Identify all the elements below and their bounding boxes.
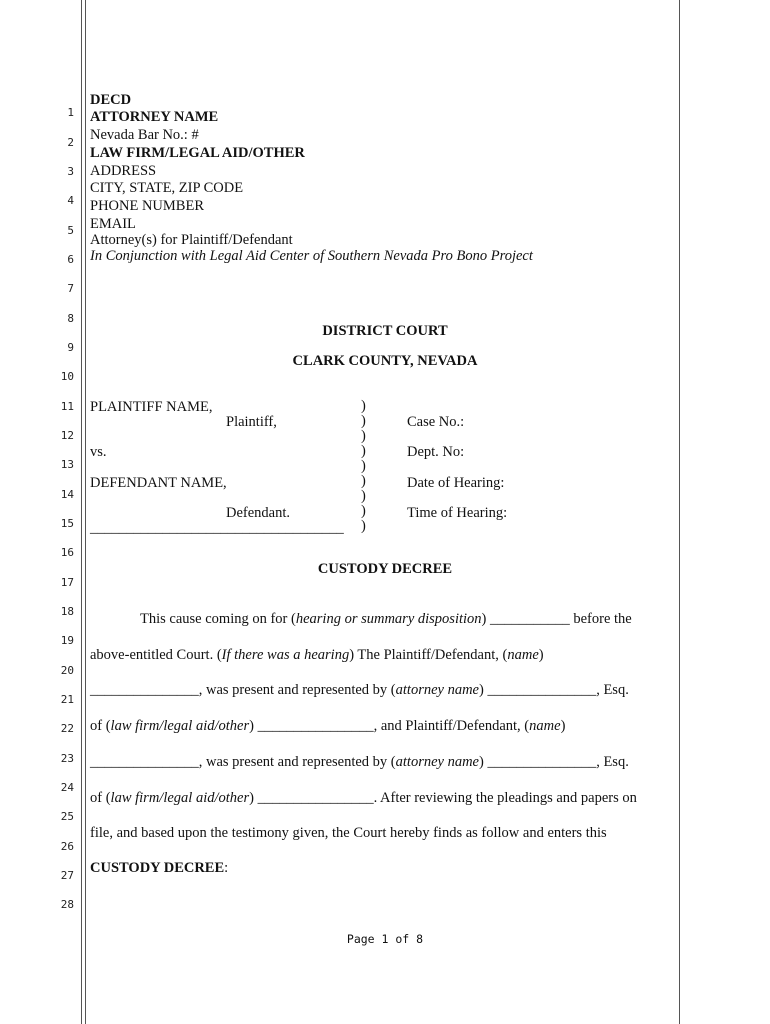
phone-number: PHONE NUMBER (90, 198, 204, 214)
caption-bracket: ) (361, 488, 366, 504)
court-county: CLARK COUNTY, NEVADA (292, 353, 478, 369)
line-number: 19 (60, 634, 74, 647)
line-number: 26 (60, 840, 74, 853)
caption-bracket: ) (361, 518, 366, 534)
line-number: 1 (67, 106, 74, 119)
dept-number-label: Dept. No: (407, 444, 465, 460)
defendant-label: Defendant. (226, 505, 291, 521)
body-line-3: _______________, was present and represented by (attorney name) _______________, Esq. (90, 682, 629, 698)
body-line-4: of (law firm/legal aid/other) ________________, and Plaintiff/Defendant, (name) (90, 718, 566, 734)
line-number: 7 (67, 282, 74, 295)
line-number: 27 (60, 869, 74, 882)
attorney-name: ATTORNEY NAME (90, 109, 219, 125)
line-number: 5 (67, 224, 74, 237)
line-number: 15 (60, 517, 74, 530)
caption-bracket: ) (361, 458, 366, 474)
line-number: 22 (60, 722, 74, 735)
caption-underline: ___________________________________ (90, 520, 344, 536)
line-number: 28 (60, 898, 74, 911)
city-state-zip: CITY, STATE, ZIP CODE (90, 180, 244, 196)
line-number: 17 (60, 576, 74, 589)
caption-bracket: ) (361, 443, 366, 459)
pro-bono-note: In Conjunction with Legal Aid Center of Southern Nevada Pro Bono Project (90, 248, 533, 264)
line-number: 25 (60, 810, 74, 823)
caption-bracket: ) (361, 503, 366, 519)
line-number: 9 (67, 341, 74, 354)
caption-bracket: ) (361, 413, 366, 429)
law-firm: LAW FIRM/LEGAL AID/OTHER (90, 145, 305, 161)
caption-bracket: ) (361, 398, 366, 414)
body-line-5: _______________, was present and represented by (attorney name) _______________, Esq. (90, 754, 629, 770)
line-number: 23 (60, 752, 74, 765)
case-number-label: Case No.: (407, 414, 465, 430)
document-title: CUSTODY DECREE (317, 561, 453, 577)
line-number: 18 (60, 605, 74, 618)
left-margin-rule-outer (81, 0, 82, 1024)
doc-code: DECD (90, 92, 132, 108)
court-name: DISTRICT COURT (322, 323, 448, 339)
email: EMAIL (90, 216, 136, 232)
left-margin-rule-inner (85, 0, 86, 1024)
body-line-7: file, and based upon the testimony given, the Court hereby finds as follow and enters this (90, 825, 607, 841)
attorney-for: Attorney(s) for Plaintiff/Defendant (90, 232, 293, 248)
line-number: 4 (67, 194, 74, 207)
caption-bracket: ) (361, 473, 366, 489)
line-number: 12 (60, 429, 74, 442)
page-footer: Page 1 of 8 (346, 932, 424, 946)
line-number: 8 (67, 312, 74, 325)
line-number: 10 (60, 370, 74, 383)
hearing-time-label: Time of Hearing: (407, 505, 508, 521)
body-line-6: of (law firm/legal aid/other) ________________. After reviewing the pleadings and papers on (90, 790, 637, 806)
line-number: 13 (60, 458, 74, 471)
address: ADDRESS (90, 163, 157, 179)
line-number: 14 (60, 488, 74, 501)
plaintiff-label: Plaintiff, (226, 414, 277, 430)
caption-bracket: ) (361, 428, 366, 444)
line-number: 24 (60, 781, 74, 794)
line-number: 11 (60, 400, 74, 413)
line-number: 21 (60, 693, 74, 706)
plaintiff-name: PLAINTIFF NAME, (90, 399, 213, 415)
hearing-date-label: Date of Hearing: (407, 475, 505, 491)
line-number: 6 (67, 253, 74, 266)
defendant-name: DEFENDANT NAME, (90, 475, 227, 491)
bar-number: Nevada Bar No.: # (90, 127, 199, 143)
body-line-8: CUSTODY DECREE: (90, 860, 229, 876)
line-number: 2 (67, 136, 74, 149)
body-line-2: above-entitled Court. (If there was a hearing) The Plaintiff/Defendant, (name) (90, 647, 544, 663)
line-number: 16 (60, 546, 74, 559)
versus: vs. (90, 444, 107, 460)
line-number: 20 (60, 664, 74, 677)
line-number: 3 (67, 165, 74, 178)
body-line-1: This cause coming on for (hearing or summary disposition) ___________ before the (140, 611, 632, 627)
right-margin-rule (679, 0, 680, 1024)
